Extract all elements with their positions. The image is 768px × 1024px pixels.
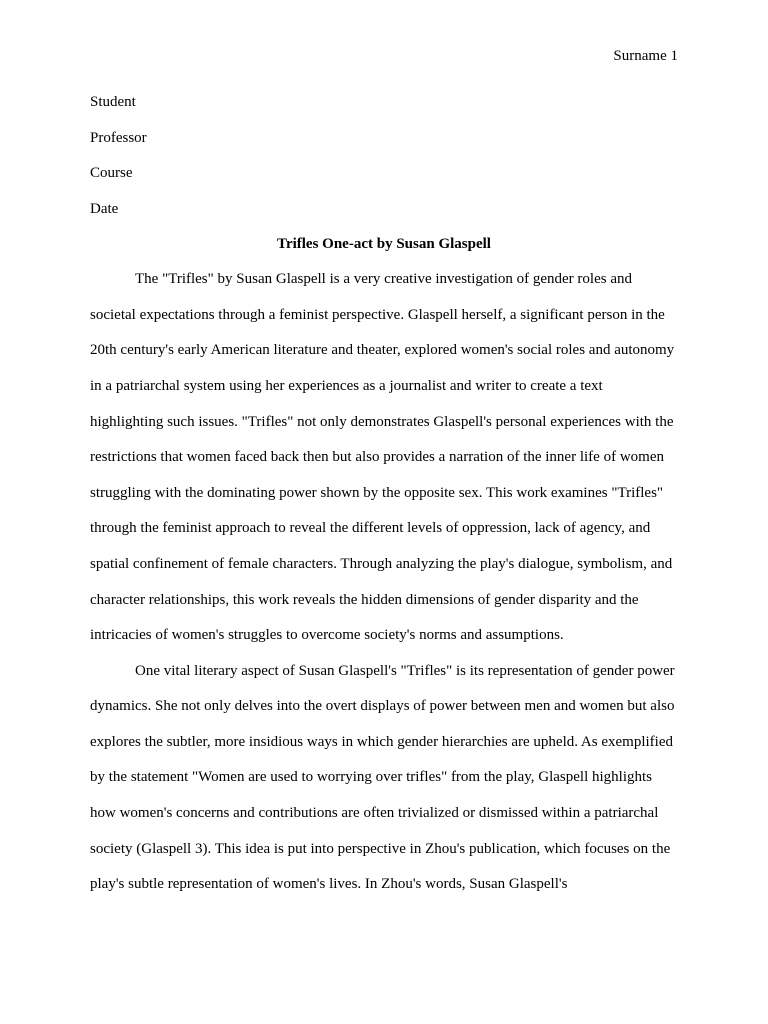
date-line: Date: [90, 200, 119, 217]
professor-name: Professor: [90, 129, 147, 146]
paragraph-1: The "Trifles" by Susan Glaspell is a very creative investigation of gender roles and societal expectations through a feminist perspective. Glaspell herself, a significant person in the 20th century's early American literature and theater, explored women's social roles and autonomy in a patriarchal system using her experiences as a journalist and writer to create a text highlighting such issues. "Trifles" not only demonstrates Glaspell's personal experiences with the restrictions that women faced back then but also provides a narration of the inner life of women struggling with the dominating power shown by the opposite sex. This work examines "Trifles" through the feminist approach to reveal the different levels of oppression, lack of agency, and spatial confinement of female characters. Through analyzing the play's dialogue, symbolism, and character relationships, this work reveals the hidden dimensions of gender disparity and the intricacies of women's struggles to overcome society's norms and assumptions.: [90, 271, 675, 644]
page-header-surname: Surname 1: [613, 48, 678, 64]
student-name: Student: [90, 94, 136, 110]
paragraph-2: One vital literary aspect of Susan Glaspell's "Trifles" is its representation of gender power dynamics. She not only delves into the overt displays of power between men and women but also explores the subtler, more insidious ways in which gender hierarchies are upheld. As exemplified by the statement "Women are used to worrying over trifles" from the play, Glaspell highlights how women's concerns and contributions are often trivialized or dismissed within a patriarchal society (Glaspell 3). This idea is put into perspective in Zhou's publication, which focuses on the play's subtle representation of women's lives. In Zhou's words, Susan Glaspell's: [90, 662, 675, 893]
document-body: [90, 92, 678, 911]
course-name: Course: [90, 165, 133, 182]
document-title: Trifles One-act by Susan Glaspell: [277, 236, 491, 253]
